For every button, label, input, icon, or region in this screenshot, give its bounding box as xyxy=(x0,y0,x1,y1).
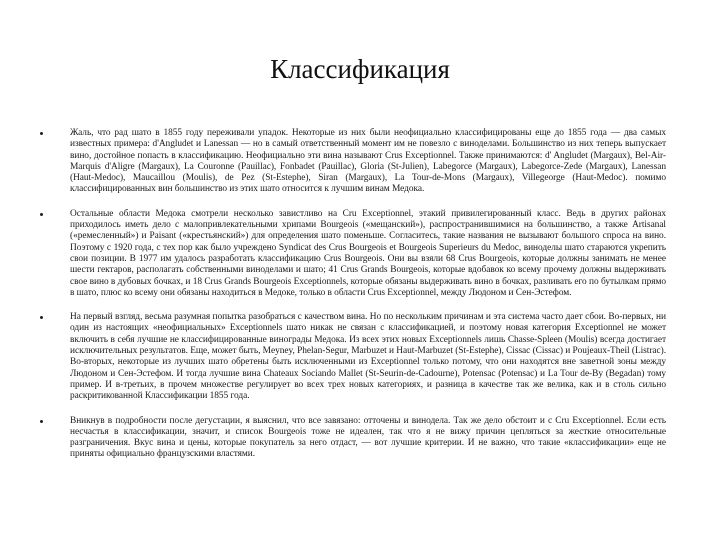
bullet-dot-icon xyxy=(40,213,43,216)
bullet-text: На первый взгляд, весьма разумная попытка разобраться с качеством вина. Но по нескольким причинам и эта система часто дает сбои. Во-первых, ни один из настоящих «неофициальных» Exceptionnels шато никак не связан с классификацией, и поэтому новая категория Exceptionnel не может включить в себя лучшие не классифицированные винограды Медока. Из всех этих новых Exceptionnels лишь Chasse-Spleen (Moulis) всегда достигает исключительных результатов. Еще, может быть, Meyney, Phelan-Segur, Marbuzet и Haut-Marbuzet (St-Estephe), Cissac (Cissac) и Poujeaux-Theil (Listrac). Во-вторых, некоторые из лучших шато обретены быть исключенными из Exceptionnel только потому, что они находятся вне заветной зоны между Людоном и Сен-Эстефом. И тогда лучшие вина Chateaux Sociando Mallet (St-Seurin-de-Cadourne), Potensac (Potensac) и La Tour de-By (Begadan) тому пример. И в-третьих, в прочем множестве регулирует во всех трех новых категориях, и разница в качестве так же велика, как и в столь сильно раскритикованной Классификации 1855 года. xyxy=(70,312,666,402)
bullet-text: Вникнув в подробности после дегустации, я выяснил, что все завязано: отточены и винодела. Так же дело обстоит и с Cru Exceptionnel. Если есть несчастья в классификации, значит, и список Bourgeois тоже не идеален, так что я не вижу причин цепляться за жесткие относительные разграничения. Вкус вина и цены, которые покупатель за него отдаст, — вот лучшие критерии. И не важно, что такие «классификации» еще не приняты официально французскими властями. xyxy=(70,415,666,460)
slide-title: Классификация xyxy=(270,54,450,84)
bullet-list xyxy=(0,128,720,474)
bullet-item xyxy=(0,128,720,196)
bullet-dot-icon xyxy=(40,420,43,423)
bullet-dot-icon xyxy=(40,132,43,135)
bullet-item xyxy=(0,209,720,299)
bullet-item xyxy=(0,312,720,402)
bullet-item xyxy=(0,416,720,461)
bullet-dot-icon xyxy=(40,316,43,319)
bullet-text: Жаль, что рад шато в 1855 году переживали упадок. Некоторые из них были неофициально классифицированы еще до 1855 года — два самых известных примера: d'Angludet и Lanessan — но в самый ответственный момент им не повезло с виноделами. Большинство из них теперь выпускает вино, достойное попасть в классификацию. Неофициально эти вина называют Crus Exceptionnel. Также принимаются: d' Angludet (Margaux), Bel-Air-Marquis d'Aligre (Margaux), La Couronne (Pauillac), Fonbadet (Pauillac), Gloria (St-Julien), Labegorce (Margaux), Labegorce-Zede (Margaux), Lanessan (Haut-Medoc), Maucaillou (Moulis), de Pez (St-Estephe), Siran (Margaux), La Tour-de-Mons (Margaux), Villegeorge (Haut-Medoc). помимо классифицированных вин большинство из этих шато относится к лучшим винам Медока. xyxy=(70,128,666,195)
bullet-text: Остальные области Медока смотрели несколько завистливо на Cru Exceptionnel, этакий привилегированный класс. Ведь в других районах приходилось иметь дело с малопривлекательными хрипами Bourgeois («мещанский»), распространившимися на большинство, а также Artisanal («ремесленный») и Paisant («крестьянский») для определения шато поменьше. Согласитесь, такие названия не вызывают большого спроса на вино. Поэтому с 1920 года, с тех пор как было учреждено Syndicat des Crus Bourgeois et Bourgeois Superieurs du Medoc, виноделы шато стараются укрепить свои позиции. В 1977 им удалось разработать классификацию Crus Bourgeois. Они вы взяли 68 Crus Bourgeois, которые должны занимать не менее шести гектаров, располагать собственными виноделами и шато; 41 Crus Grands Bourgeois, которые вдобавок ко всему прочему должны выдерживать свое вино в дубовых бочках, и 18 Crus Grands Bourgeois Exceptionnels, которые обязаны выдерживать вино в бочках, разливать его по бутылкам прямо в шато, плюс ко всему они обязаны находиться в Медоке, только в области Crus Exceptionnel, между Людоном и Сен-Эстефом. xyxy=(70,208,666,298)
